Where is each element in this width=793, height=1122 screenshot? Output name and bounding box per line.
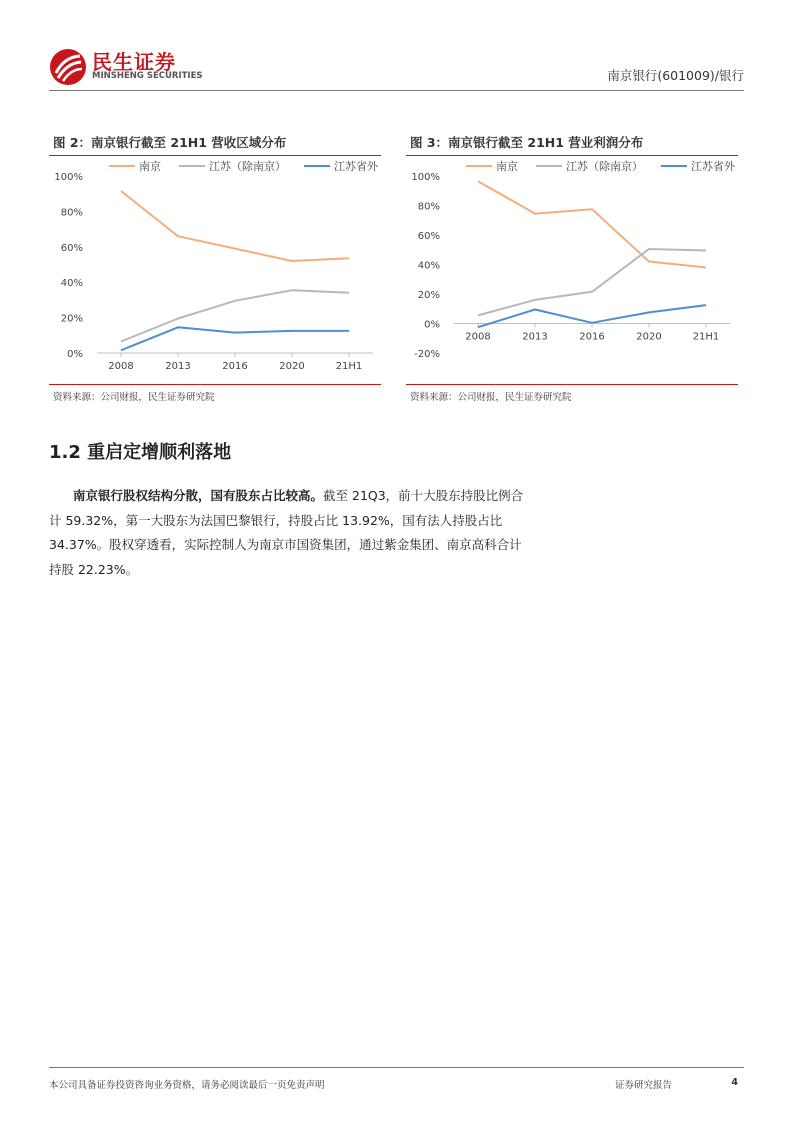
y-tick-label: 40% — [60, 278, 83, 290]
legend-label-2: 江苏省外 — [334, 160, 378, 173]
x-tick-label: 2013 — [522, 331, 548, 343]
x-tick-label: 2016 — [579, 331, 605, 343]
x-tick-label: 2020 — [636, 331, 662, 343]
legend-label-2: 江苏省外 — [691, 160, 735, 173]
figure-3-line-chart — [406, 158, 738, 380]
figure-2-line-chart — [49, 158, 381, 380]
x-tick-label: 2016 — [222, 361, 248, 372]
legend-label-1: 江苏（除南京） — [209, 160, 286, 173]
figure-2 — [49, 128, 381, 408]
footer-divider — [49, 1067, 744, 1068]
x-tick-label: 2013 — [165, 361, 191, 372]
figure-3 — [406, 128, 738, 408]
y-tick-label: 100% — [54, 172, 83, 183]
figure-2-source: 资料来源：公司财报，民生证券研究院 — [53, 392, 215, 403]
y-tick-label: 60% — [60, 242, 83, 254]
series-line-1 — [121, 290, 349, 341]
y-tick-label: 20% — [60, 313, 83, 325]
figure-3-source: 资料来源：公司财报，民生证券研究院 — [410, 392, 572, 403]
figure-2-top-rule — [49, 155, 381, 156]
x-tick-label: 2008 — [108, 361, 134, 372]
y-tick-label: 0% — [67, 349, 83, 360]
header-divider — [49, 90, 744, 91]
figure-3-bottom-rule — [406, 384, 738, 385]
brand-name-en: MINSHENG SECURITIES — [92, 71, 203, 81]
page-number: 4 — [731, 1077, 738, 1088]
x-tick-label: 2020 — [279, 361, 305, 372]
y-tick-label: -20% — [414, 349, 440, 360]
series-line-1 — [478, 249, 706, 315]
y-tick-label: 0% — [424, 319, 440, 331]
footer-report-type: 证券研究报告 — [615, 1080, 673, 1091]
x-tick-label: 21H1 — [692, 331, 720, 343]
footer-disclaimer: 本公司具备证券投资咨询业务资格，请务必阅读最后一页免责声明 — [49, 1080, 325, 1091]
paragraph-body: 截至 21Q3，前十大股东持股比例合计 59.32%，第一大股东为法国巴黎银行，持股占比 13.92%，国有法人持股占比 34.37%。股权穿透看，实际控制人为南京市国资集团，通过紫金集团、南京高科合计持股 22.23%。 — [49, 488, 524, 577]
paragraph-lead: 南京银行股权结构分散，国有股东占比较高。 — [73, 488, 324, 503]
legend-label-1: 江苏（除南京） — [566, 160, 643, 173]
y-tick-label: 60% — [417, 231, 440, 242]
legend-label-0: 南京 — [139, 160, 161, 173]
y-tick-label: 100% — [411, 172, 440, 183]
y-tick-label: 80% — [60, 207, 83, 219]
figure-2-title: 图 2：南京银行截至 21H1 营收区域分布 — [53, 135, 287, 150]
document-reference: 南京银行(601009)/银行 — [607, 68, 744, 83]
y-tick-label: 80% — [417, 201, 440, 213]
y-tick-label: 20% — [417, 290, 440, 301]
x-tick-label: 21H1 — [335, 361, 363, 372]
x-tick-label: 2008 — [465, 331, 491, 343]
figure-3-top-rule — [406, 155, 738, 156]
brand-name-cn: 民生证券 — [92, 50, 176, 74]
y-tick-label: 40% — [417, 260, 440, 272]
series-line-0 — [478, 181, 706, 267]
minsheng-logo-icon — [49, 48, 87, 86]
section-heading: 1.2 重启定增顺利落地 — [49, 442, 232, 463]
body-paragraph — [49, 484, 525, 582]
series-line-0 — [121, 191, 349, 261]
figure-2-bottom-rule — [49, 384, 381, 385]
series-line-2 — [121, 327, 349, 350]
legend-label-0: 南京 — [496, 160, 518, 173]
figure-3-title: 图 3：南京银行截至 21H1 营业利润分布 — [410, 135, 644, 150]
